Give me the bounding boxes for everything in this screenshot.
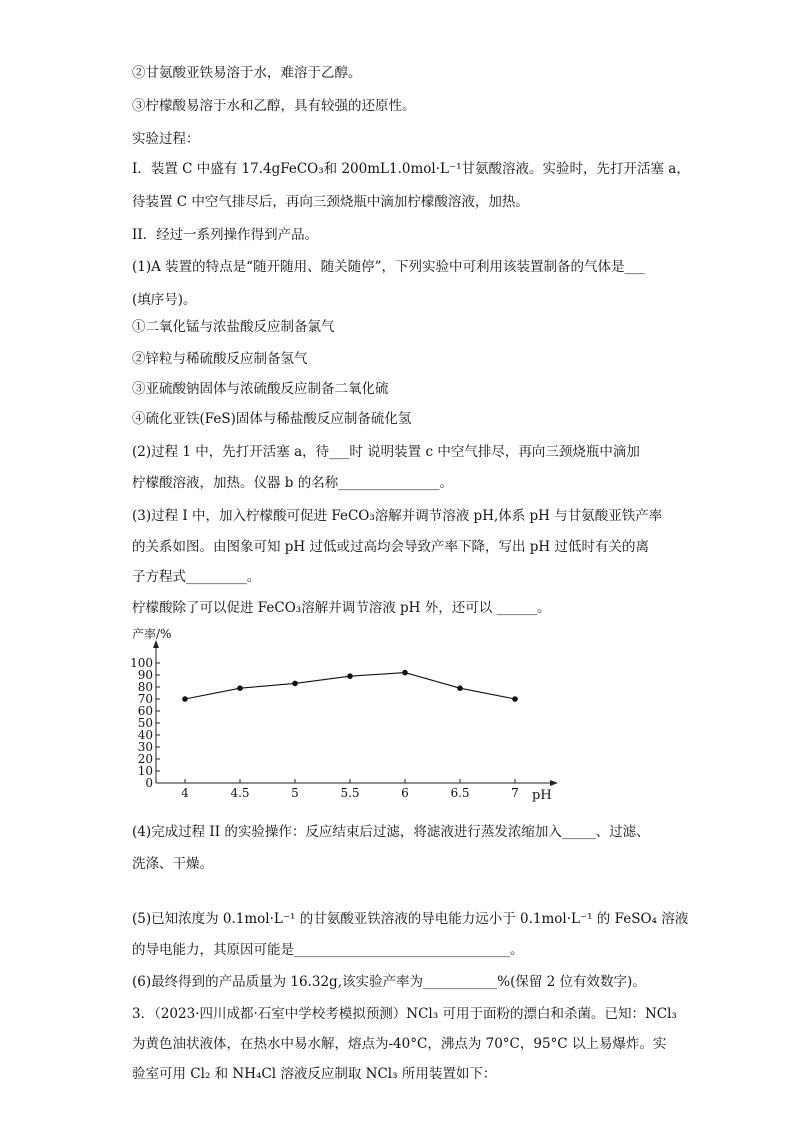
text-line-9: ①二氧化锰与浓盐酸反应制备氯气 (132, 319, 335, 335)
text-line-16: 的关系如图。由图象可知 pH 过低或过高均会导致产率下降，写出 pH 过低时有关的离 (132, 539, 649, 555)
text-line-26: 验室可用 Cl₂ 和 NH₄Cl 溶液反应制取 NCl₃ 所用装置如下： (132, 1066, 497, 1082)
text-line-4: I．装置 C 中盛有 17.4gFeCO₃和 200mL1.0mol·L⁻¹甘氨酸溶液。实验时，先打开活塞 a， (132, 161, 690, 177)
y-axis-title: 产率/% (132, 627, 172, 641)
text-line-21: (5)已知浓度为 0.1mol·L⁻¹ 的甘氨酸亚铁溶液的导电能力远小于 0.1mol·L⁻¹ 的 FeSO₄ 溶液 (132, 911, 689, 927)
x-tick-label-4: 4 (181, 786, 189, 800)
y-tick-label-50: 50 (137, 716, 153, 730)
y-tick-label-60: 60 (137, 704, 153, 718)
x-tick-label-7: 7 (511, 786, 519, 800)
text-line-2: ③柠檬酸易溶于水和乙醇，具有较强的还原性。 (132, 98, 416, 114)
y-tick-label-30: 30 (137, 740, 153, 754)
y-axis-arrow (153, 640, 159, 648)
text-line-20: 洗涤、干燥。 (132, 856, 213, 872)
text-line-5: 待装置 C 中空气排尽后，再向三颈烧瓶中滴加柠檬酸溶液，加热。 (132, 194, 529, 210)
x-tick-label-5.5: 5.5 (340, 786, 360, 800)
x-tick-label-5: 5 (291, 786, 299, 800)
data-point-6.5 (457, 685, 463, 691)
text-line-6: II．经过一系列操作得到产品。 (132, 227, 319, 243)
x-axis-arrow (550, 780, 558, 786)
text-line-25: 为黄色油状液体，在热水中易水解，熔点为-40°C，沸点为 70°C，95°C 以上易爆炸。实 (132, 1036, 667, 1052)
y-tick-label-40: 40 (137, 728, 153, 742)
data-point-4 (182, 696, 188, 702)
x-axis-title: pH (532, 788, 552, 803)
text-line-23: (6)最终得到的产品质量为 16.32g,该实验产率为___________%(保留 2 位有效数字)。 (132, 974, 646, 990)
text-line-7: (1)A 装置的特点是“随开随用、随关随停”，下列实验中可利用该装置制备的气体是___ (132, 259, 645, 275)
y-tick-label-90: 90 (137, 668, 153, 682)
text-line-8: (填序号)。 (132, 292, 197, 308)
text-line-17: 子方程式_________。 (132, 569, 261, 585)
data-point-5 (292, 681, 298, 687)
text-line-3: 实验过程： (132, 131, 200, 147)
y-tick-label-70: 70 (137, 692, 153, 706)
text-line-18: 柠檬酸除了可以促进 FeCO₃溶解并调节溶液 pH 外，还可以 ______。 (132, 600, 551, 616)
data-point-6 (402, 670, 408, 676)
text-line-11: ③亚硫酸钠固体与浓硫酸反应制备二氧化硫 (132, 381, 389, 397)
data-point-5.5 (347, 673, 353, 679)
text-line-1: ②甘氨酸亚铁易溶于水，难溶于乙醇。 (132, 65, 362, 81)
x-tick-label-6.5: 6.5 (450, 786, 470, 800)
text-line-24: 3．（2023·四川成都·石室中学校考模拟预测）NCl₃ 可用于面粉的漂白和杀菌。已知：NCl₃ (132, 1006, 677, 1022)
y-tick-label-0: 0 (145, 776, 153, 790)
data-point-4.5 (237, 685, 243, 691)
text-line-19: (4)完成过程 II 的实验操作：反应结束后过滤，将滤液进行蒸发浓缩加入_____、过滤、 (132, 824, 650, 840)
chart-svg (130, 626, 570, 806)
y-tick-label-100: 100 (130, 656, 153, 670)
y-tick-label-80: 80 (137, 680, 153, 694)
y-tick-label-10: 10 (137, 764, 153, 778)
text-line-12: ④硫化亚铁(FeS)固体与稀盐酸反应制备硫化氢 (132, 411, 412, 427)
data-point-7 (512, 696, 518, 702)
text-line-10: ②锌粒与稀硫酸反应制备氢气 (132, 351, 308, 367)
text-line-22: 的导电能力，其原因可能是________________________________。 (132, 942, 524, 958)
text-line-14: 柠檬酸溶液，加热。仪器 b 的名称_______________。 (132, 475, 453, 491)
x-tick-label-4.5: 4.5 (230, 786, 250, 800)
y-tick-label-20: 20 (137, 752, 153, 766)
text-line-13: (2)过程 1 中，先打开活塞 a，待___时 说明装置 c 中空气排尽，再向三颈烧瓶中滴加 (132, 444, 640, 460)
yield-vs-ph-chart (130, 626, 570, 806)
text-line-15: (3)过程 I 中，加入柠檬酸可促进 FeCO₃溶解并调节溶液 pH,体系 pH 与甘氨酸亚铁产率 (132, 508, 663, 524)
x-tick-label-6: 6 (401, 786, 409, 800)
